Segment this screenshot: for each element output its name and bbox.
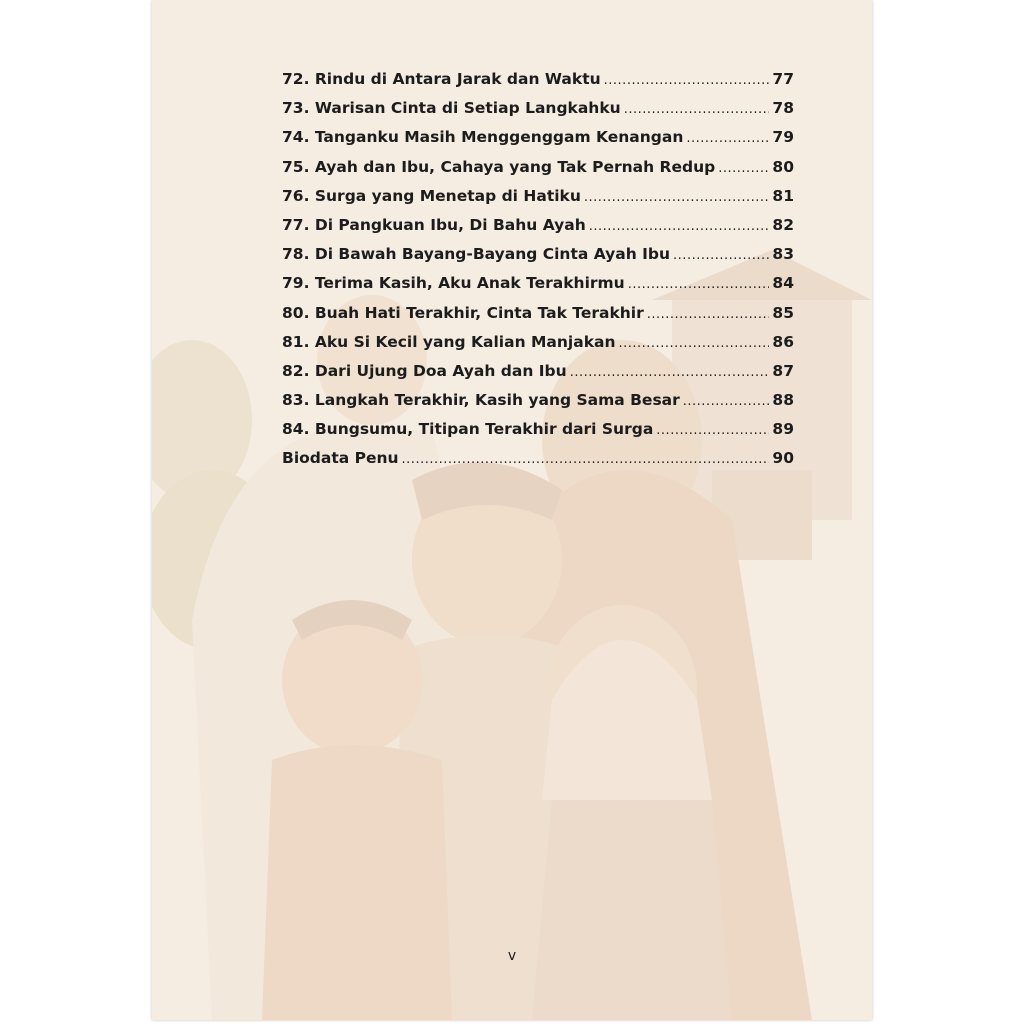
toc-entry-page: 81 bbox=[772, 186, 794, 205]
toc-entry-page: 86 bbox=[772, 332, 794, 351]
dot-leader bbox=[604, 73, 770, 88]
toc-entry-page: 85 bbox=[772, 303, 794, 322]
toc-entry-page: 84 bbox=[772, 274, 794, 293]
toc-entry-title: 73. Warisan Cinta di Setiap Langkahku bbox=[282, 99, 621, 118]
dot-leader bbox=[402, 452, 770, 467]
toc-entry[interactable] bbox=[282, 128, 794, 157]
toc-entry[interactable] bbox=[282, 99, 794, 128]
toc-entry-title: 80. Buah Hati Terakhir, Cinta Tak Terakhir bbox=[282, 303, 644, 322]
toc-entry[interactable] bbox=[282, 449, 794, 478]
toc-entry[interactable] bbox=[282, 274, 794, 303]
toc-entry[interactable] bbox=[282, 420, 794, 449]
dot-leader bbox=[673, 248, 769, 263]
toc-entry-page: 87 bbox=[772, 361, 794, 380]
toc-entry[interactable] bbox=[282, 333, 794, 362]
dot-leader bbox=[683, 394, 770, 409]
toc-entry[interactable] bbox=[282, 158, 794, 187]
dot-leader bbox=[656, 423, 769, 438]
toc-entry-title: 75. Ayah dan Ibu, Cahaya yang Tak Pernah Redup bbox=[282, 157, 716, 176]
toc-entry-page: 82 bbox=[772, 215, 794, 234]
toc-entry-page: 89 bbox=[772, 420, 794, 439]
dot-leader bbox=[686, 131, 769, 146]
book-page bbox=[152, 0, 872, 1020]
toc-entry-title: 77. Di Pangkuan Ibu, Di Bahu Ayah bbox=[282, 215, 586, 234]
toc-entry-page: 79 bbox=[772, 128, 794, 147]
toc-entry[interactable] bbox=[282, 391, 794, 420]
dot-leader bbox=[619, 336, 770, 351]
toc-entry-page: 80 bbox=[772, 157, 794, 176]
toc-entry-title: Biodata Penu bbox=[282, 449, 399, 468]
dot-leader bbox=[570, 365, 770, 380]
toc-entry-title: 83. Langkah Terakhir, Kasih yang Sama Besar bbox=[282, 391, 680, 410]
toc-entry[interactable] bbox=[282, 362, 794, 391]
toc-entry-page: 78 bbox=[772, 99, 794, 118]
toc-entry-title: 72. Rindu di Antara Jarak dan Waktu bbox=[282, 70, 601, 88]
page-number: v bbox=[507, 948, 517, 964]
toc-entry-title: 81. Aku Si Kecil yang Kalian Manjakan bbox=[282, 332, 616, 351]
toc-entry-page: 88 bbox=[772, 391, 794, 410]
toc-entry-title: 84. Bungsumu, Titipan Terakhir dari Surga bbox=[282, 420, 654, 439]
dot-leader bbox=[589, 219, 770, 234]
dot-leader bbox=[647, 307, 770, 322]
toc-entry[interactable] bbox=[282, 304, 794, 333]
table-of-contents bbox=[282, 70, 794, 479]
toc-entry-title: 79. Terima Kasih, Aku Anak Terakhirmu bbox=[282, 274, 625, 293]
toc-entry-title: 78. Di Bawah Bayang-Bayang Cinta Ayah Ibu bbox=[282, 245, 671, 264]
toc-entry[interactable] bbox=[282, 245, 794, 274]
toc-entry-page: 90 bbox=[772, 449, 794, 468]
toc-entry-page: 77 bbox=[772, 70, 794, 88]
toc-entry[interactable] bbox=[282, 216, 794, 245]
toc-entry-title: 82. Dari Ujung Doa Ayah dan Ibu bbox=[282, 361, 567, 380]
dot-leader bbox=[624, 102, 770, 117]
dot-leader bbox=[584, 190, 770, 205]
toc-entry[interactable] bbox=[282, 187, 794, 216]
toc-entry-page: 83 bbox=[772, 245, 794, 264]
dot-leader bbox=[628, 277, 770, 292]
toc-entry-title: 76. Surga yang Menetap di Hatiku bbox=[282, 186, 581, 205]
dot-leader bbox=[718, 161, 769, 176]
toc-entry[interactable] bbox=[282, 70, 794, 99]
toc-entry-title: 74. Tanganku Masih Menggenggam Kenangan bbox=[282, 128, 684, 147]
